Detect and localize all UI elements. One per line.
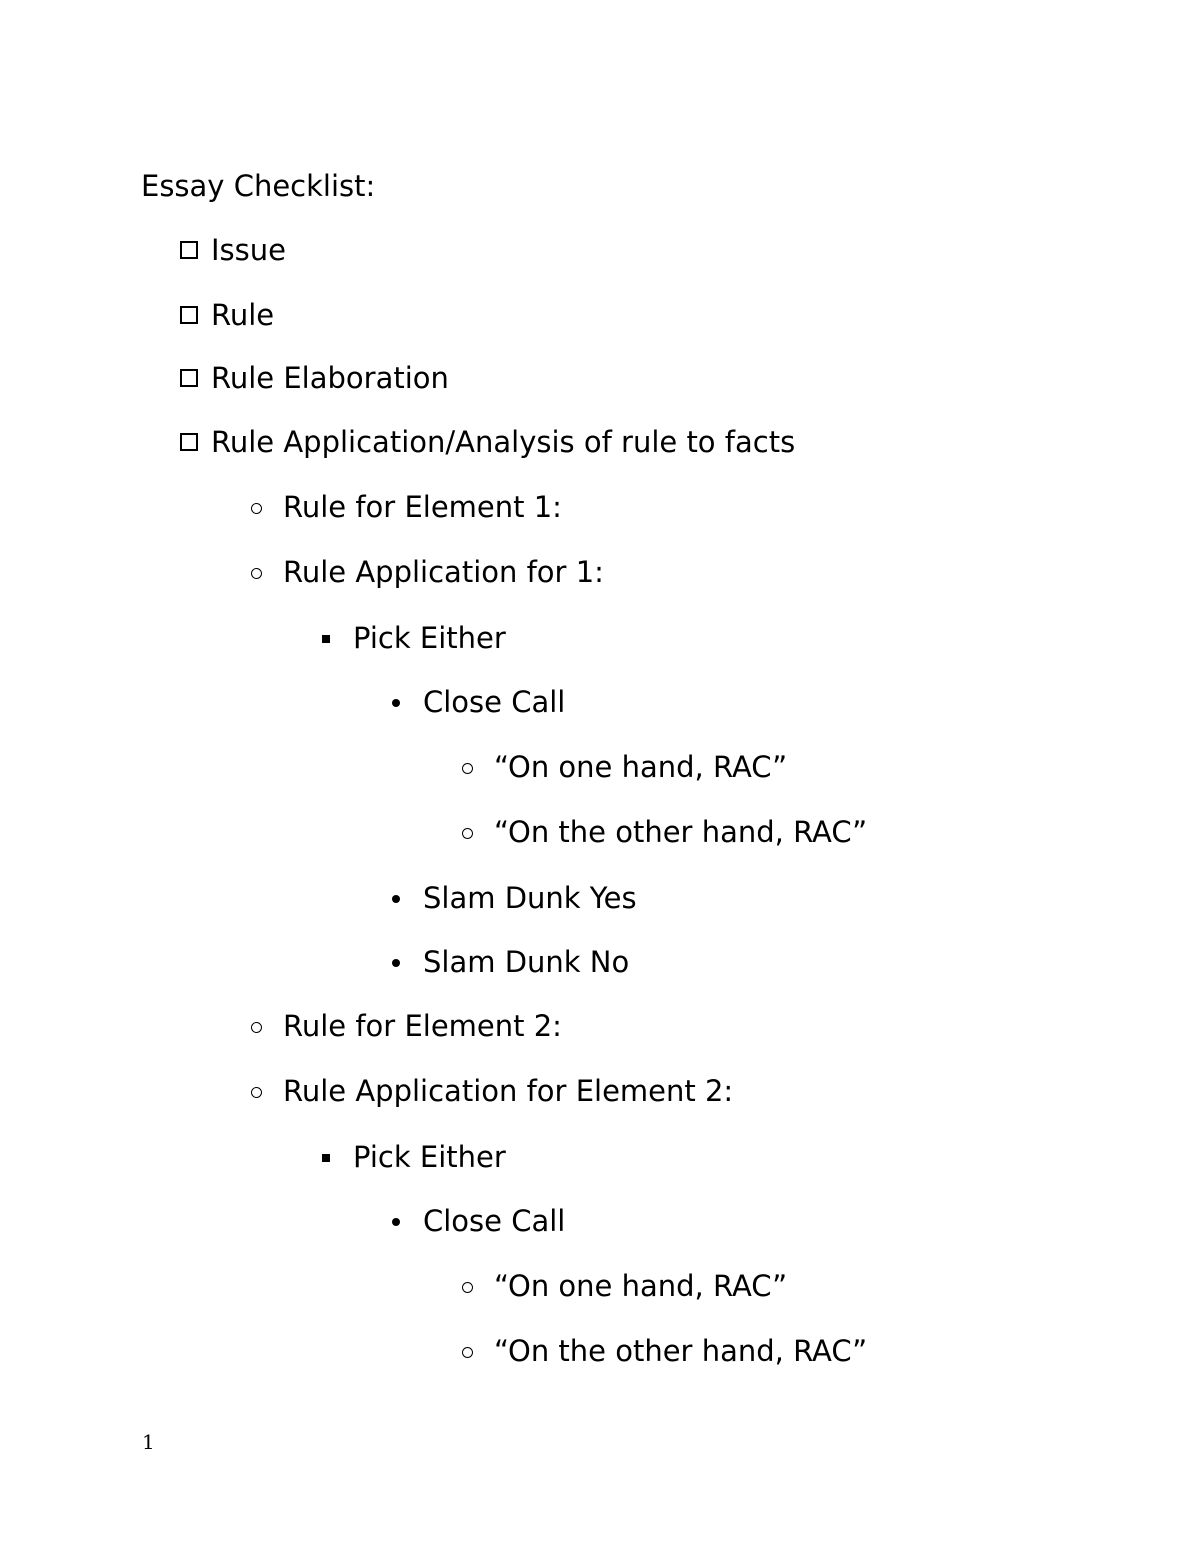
circle-bullet-icon [462,828,473,839]
circle-bullet-icon [251,1022,262,1033]
checkbox-icon [180,306,198,324]
list-item [462,749,1162,785]
dot-bullet-icon [392,1218,400,1226]
list-item-label: Slam Dunk Yes [423,881,637,915]
dot-bullet-icon [392,895,400,903]
list-item [389,1203,1089,1239]
checklist-item-rule-application [180,424,880,460]
checkbox-icon [180,241,198,259]
list-item-label: Slam Dunk No [423,945,630,979]
checklist-item-issue [180,232,880,268]
list-item [320,1139,1020,1175]
checklist-item-rule [180,297,880,333]
list-item-label: Pick Either [353,1140,506,1174]
list-item [462,814,1162,850]
page-title: Essay Checklist: [141,169,376,203]
list-item-label: Pick Either [353,621,506,655]
checklist-item-label: Rule [211,298,275,332]
list-item [251,489,951,525]
checkbox-icon [180,433,198,451]
circle-bullet-icon [251,568,262,579]
circle-bullet-icon [462,1282,473,1293]
square-bullet-icon [322,635,330,643]
list-item-label: Close Call [423,685,566,719]
dot-bullet-icon [392,699,400,707]
square-bullet-icon [322,1154,330,1162]
list-item-label: “On the other hand, RAC” [494,1334,868,1368]
list-item-label: Rule Application for 1: [283,555,604,589]
list-item [462,1333,1162,1369]
checklist-item-label: Issue [211,233,286,267]
list-item [251,1008,951,1044]
dot-bullet-icon [392,959,400,967]
list-item-label: Rule for Element 2: [283,1009,562,1043]
list-item [320,620,1020,656]
circle-bullet-icon [251,503,262,514]
list-item [462,1268,1162,1304]
list-item-label: “On one hand, RAC” [494,1269,788,1303]
list-item [251,1073,951,1109]
page-number: 1 [142,1430,155,1454]
list-item-label: Close Call [423,1204,566,1238]
circle-bullet-icon [251,1087,262,1098]
list-item [389,880,1089,916]
checklist-item-label: Rule Application/Analysis of rule to facts [211,425,796,459]
checklist-item-label: Rule Elaboration [211,361,449,395]
circle-bullet-icon [462,1347,473,1358]
list-item [389,944,1089,980]
circle-bullet-icon [462,763,473,774]
list-item [389,684,1089,720]
checkbox-icon [180,369,198,387]
checklist-item-rule-elaboration [180,360,880,396]
list-item-label: Rule for Element 1: [283,490,562,524]
list-item-label: “On one hand, RAC” [494,750,788,784]
list-item [251,554,951,590]
list-item-label: Rule Application for Element 2: [283,1074,734,1108]
list-item-label: “On the other hand, RAC” [494,815,868,849]
